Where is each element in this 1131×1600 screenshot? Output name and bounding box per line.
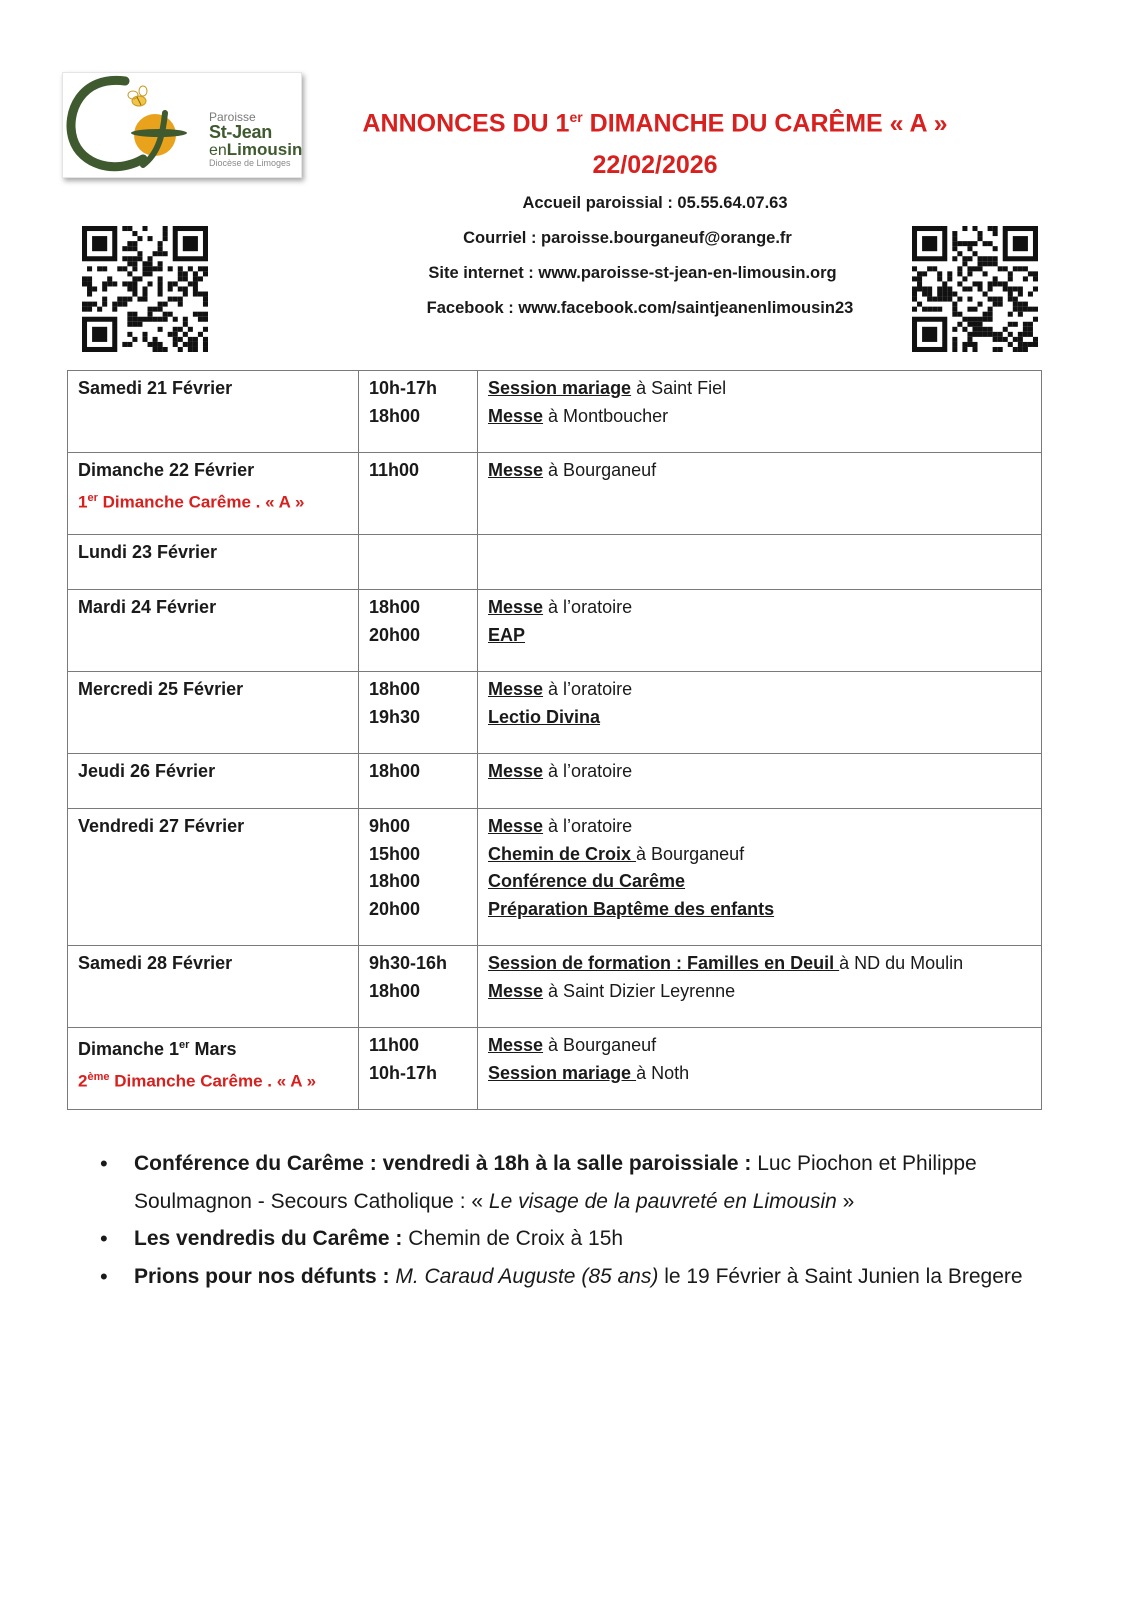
- note-text: Luc Piochon et Philippe Soulmagnon - Secours Catholique : «: [134, 1152, 977, 1213]
- liturgical-subtitle: [78, 1064, 348, 1095]
- event-location: à l’oratoire: [543, 761, 633, 781]
- day-label: Samedi 28 Février: [78, 953, 233, 973]
- event-item: [488, 1060, 1031, 1088]
- note-label: Conférence du Carême : vendredi à 18h à la salle paroissiale :: [134, 1152, 752, 1175]
- day-label: Mardi 24 Février: [78, 597, 217, 617]
- event-time: 18h00: [369, 679, 421, 699]
- event-title: Messe: [488, 1035, 544, 1055]
- schedule-row: [68, 672, 1042, 754]
- day-pre: Dimanche 1: [78, 1039, 180, 1059]
- day-post: Mars: [189, 1039, 237, 1059]
- event-location: à Bourganeuf: [636, 843, 745, 864]
- event-item: [488, 950, 1031, 978]
- qr-code-left-icon: [82, 226, 208, 352]
- event-time: 18h00: [369, 761, 421, 781]
- note-text: le 19 Février à Saint Junien la Bregere: [658, 1264, 1023, 1288]
- schedule-table: [67, 370, 1042, 1110]
- event-time: 9h00: [369, 816, 411, 836]
- note-vendredis: [100, 1220, 1040, 1258]
- schedule-row: [68, 535, 1042, 590]
- subtitle-post: Dimanche Carême . « A »: [97, 492, 305, 512]
- event-title: Session mariage: [488, 378, 632, 398]
- event-item: [488, 594, 1031, 622]
- event-cell: [478, 809, 1042, 946]
- day-label: [78, 1032, 348, 1064]
- event-item: [488, 841, 1031, 869]
- subtitle-pre: 1: [78, 492, 88, 512]
- page-title: [330, 96, 980, 144]
- contact-website[interactable]: Site internet : www.paroisse-st-jean-en-limousin.org: [428, 264, 837, 283]
- schedule-row: [68, 1028, 1042, 1110]
- event-item: [488, 704, 1031, 732]
- event-cell: [478, 535, 1042, 590]
- event-title: Messe: [488, 597, 544, 617]
- event-time: 18h00: [369, 597, 421, 617]
- event-cell: [478, 453, 1042, 535]
- event-time: 18h00: [369, 405, 421, 426]
- subtitle-sup: ème: [87, 1070, 110, 1083]
- event-item: [488, 676, 1031, 704]
- event-location: à l’oratoire: [543, 597, 633, 617]
- event-time: 20h00: [369, 898, 421, 919]
- event-cell: [478, 1028, 1042, 1110]
- event-location: à Bourganeuf: [543, 460, 657, 480]
- note-italic: M. Caraud Auguste (85 ans): [389, 1264, 659, 1288]
- contact-facebook[interactable]: Facebook : www.facebook.com/saintjeanenlimousin23: [426, 299, 854, 318]
- day-label: Mercredi 25 Février: [78, 679, 244, 699]
- event-cell: [478, 946, 1042, 1028]
- event-title: Session de formation : Familles en Deuil: [488, 953, 840, 973]
- time-cell: [359, 809, 478, 946]
- announcements-list: [100, 1145, 1040, 1295]
- note-text: »: [836, 1189, 855, 1213]
- contact-email[interactable]: Courriel : paroisse.bourganeuf@orange.fr: [463, 229, 792, 248]
- logo-line-paroisse: Paroisse: [209, 110, 256, 124]
- time-cell: [359, 535, 478, 590]
- day-cell: [68, 590, 359, 672]
- event-cell: [478, 590, 1042, 672]
- day-cell: [68, 672, 359, 754]
- day-cell: [68, 1028, 359, 1110]
- event-item: [488, 403, 1031, 431]
- event-location: à Noth: [636, 1062, 690, 1083]
- event-title: Messe: [488, 761, 544, 781]
- day-cell: [68, 535, 359, 590]
- event-time: 18h00: [369, 871, 421, 891]
- day-label: Lundi 23 Février: [78, 542, 218, 562]
- event-title: Messe: [488, 980, 544, 1001]
- event-title: Messe: [488, 405, 544, 426]
- event-location: à Bourganeuf: [543, 1035, 657, 1055]
- schedule-row: [68, 371, 1042, 453]
- event-time: 10h-17h: [369, 1062, 438, 1083]
- schedule-row: [68, 453, 1042, 535]
- event-location: à l’oratoire: [543, 679, 633, 699]
- logo-line-limousin: Limousin: [226, 140, 303, 159]
- event-cell: [478, 672, 1042, 754]
- event-title: Session mariage: [488, 1062, 637, 1083]
- event-time: 18h00: [369, 980, 421, 1001]
- bee-icon: [128, 86, 147, 106]
- event-location: à Saint Fiel: [631, 378, 727, 398]
- day-cell: [68, 453, 359, 535]
- event-time: 19h30: [369, 706, 421, 727]
- day-label: Samedi 21 Février: [78, 378, 233, 398]
- event-time: 15h00: [369, 843, 421, 864]
- note-label: Prions pour nos défunts :: [134, 1264, 390, 1288]
- event-location: à Montboucher: [543, 405, 669, 426]
- day-label: Jeudi 26 Février: [78, 761, 216, 781]
- time-cell: [359, 1028, 478, 1110]
- event-title: Conférence du Carême: [488, 871, 686, 891]
- event-location: à ND du Moulin: [839, 953, 964, 973]
- event-item: [488, 457, 1031, 485]
- event-item: [488, 978, 1031, 1006]
- note-label: Les vendredis du Carême :: [134, 1227, 403, 1250]
- time-cell: [359, 754, 478, 809]
- day-cell: [68, 754, 359, 809]
- event-title: EAP: [488, 624, 526, 645]
- event-title: Messe: [488, 816, 544, 836]
- note-italic: Le visage de la pauvreté en Limousin: [488, 1189, 837, 1213]
- schedule-row: [68, 809, 1042, 946]
- event-title: Messe: [488, 679, 544, 699]
- logo-line-st-jean: St-Jean: [209, 122, 272, 142]
- time-cell: [359, 672, 478, 754]
- event-location: à l’oratoire: [543, 816, 633, 836]
- header: [330, 96, 980, 326]
- event-item: [488, 622, 1031, 650]
- event-time: 20h00: [369, 624, 421, 645]
- qr-code-right-icon: [912, 226, 1038, 352]
- schedule-row: [68, 754, 1042, 809]
- contact-phone: Accueil paroissial : 05.55.64.07.63: [522, 194, 788, 213]
- time-cell: [359, 590, 478, 672]
- day-cell: [68, 809, 359, 946]
- day-label: Vendredi 27 Février: [78, 816, 245, 836]
- note-text: Chemin de Croix à 15h: [402, 1227, 624, 1250]
- subtitle-pre: 2: [78, 1071, 88, 1091]
- liturgical-subtitle: [78, 485, 348, 516]
- event-cell: [478, 754, 1042, 809]
- day-sup: er: [179, 1039, 190, 1051]
- event-time: 10h-17h: [369, 378, 438, 398]
- note-defunts: [100, 1258, 1040, 1296]
- page-date: 22/02/2026: [592, 151, 718, 180]
- event-title: Chemin de Croix: [488, 843, 637, 864]
- subtitle-sup: er: [87, 491, 98, 504]
- event-time: 9h30-16h: [369, 953, 448, 973]
- time-cell: [359, 946, 478, 1028]
- event-time: 11h00: [369, 460, 420, 480]
- event-title: Messe: [488, 460, 544, 480]
- note-conference: [100, 1145, 1040, 1220]
- title-suffix: DIMANCHE DU CARÊME « A »: [582, 109, 948, 138]
- event-location: à Saint Dizier Leyrenne: [543, 980, 736, 1001]
- event-item: [488, 375, 1031, 403]
- event-item: [488, 1032, 1031, 1060]
- event-title: Lectio Divina: [488, 706, 601, 727]
- schedule-row: [68, 590, 1042, 672]
- time-cell: [359, 453, 478, 535]
- event-item: [488, 868, 1031, 896]
- event-item: [488, 758, 1031, 786]
- time-cell: [359, 371, 478, 453]
- day-cell: [68, 946, 359, 1028]
- subtitle-post: Dimanche Carême . « A »: [109, 1071, 317, 1091]
- day-cell: [68, 371, 359, 453]
- title-prefix: ANNONCES DU 1: [362, 109, 570, 138]
- title-sup: er: [569, 109, 583, 125]
- event-cell: [478, 371, 1042, 453]
- event-time: 11h00: [369, 1035, 420, 1055]
- event-item: [488, 813, 1031, 841]
- event-title: Préparation Baptême des enfants: [488, 898, 775, 919]
- event-item: [488, 896, 1031, 924]
- parish-logo: [62, 72, 302, 178]
- schedule-row: [68, 946, 1042, 1028]
- logo-line-en: en: [209, 142, 227, 159]
- logo-line-diocese: Diocèse de Limoges: [209, 158, 291, 168]
- day-label: Dimanche 22 Février: [78, 460, 255, 480]
